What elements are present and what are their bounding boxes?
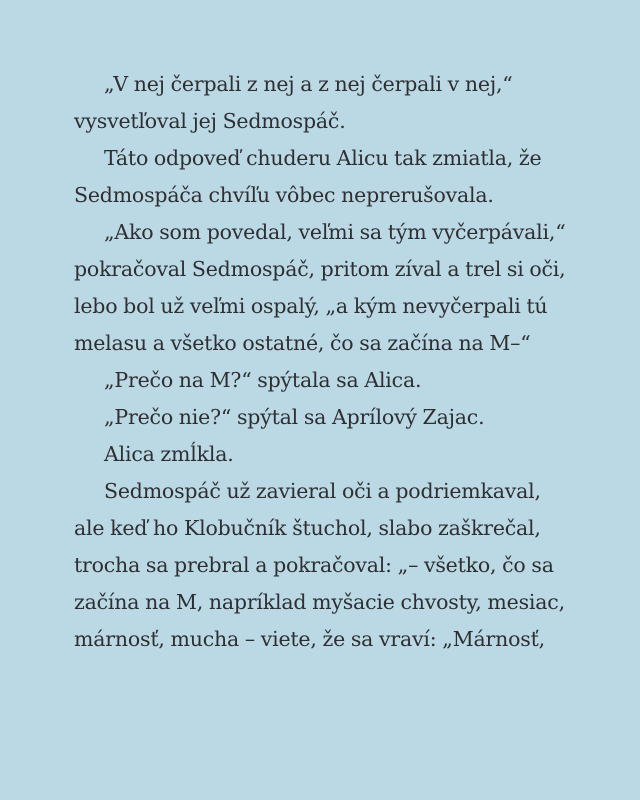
text-line: ale keď ho Klobučník štuchol, slabo zaškrečal, <box>74 516 541 540</box>
text-line: pokračoval Sedmospáč, pritom zíval a trel si oči, <box>74 257 566 281</box>
text-line: Sedmospáča chvíľu vôbec neprerušovala. <box>74 183 494 207</box>
text-line: „Prečo nie?“ spýtal sa Aprílový Zajac. <box>104 405 485 429</box>
text-line: márnosť, mucha – viete, že sa vraví: „Márnosť, <box>74 627 545 651</box>
text-line: Táto odpoveď chuderu Alicu tak zmiatla, že <box>104 146 542 170</box>
text-line: „Ako som povedal, veľmi sa tým vyčerpávali,“ <box>104 220 566 244</box>
text-line: „Prečo na M?“ spýtala sa Alica. <box>104 368 422 392</box>
text-line: lebo bol už veľmi ospalý, „a kým nevyčerpali tú <box>74 294 548 318</box>
text-line: začína na M, napríklad myšacie chvosty, mesiac, <box>74 590 565 614</box>
text-line: trocha sa prebral a pokračoval: „– všetko, čo sa <box>74 553 554 577</box>
text-line: melasu a všetko ostatné, čo sa začína na M–“ <box>74 331 531 355</box>
text-line: vysvetľoval jej Sedmospáč. <box>74 109 346 133</box>
text-block <box>74 66 574 658</box>
text-line: „V nej čerpali z nej a z nej čerpali v nej,“ <box>104 72 513 96</box>
text-line: Alica zmĺkla. <box>104 442 234 466</box>
text-line: Sedmospáč už zavieral oči a podriemkaval, <box>104 479 541 503</box>
